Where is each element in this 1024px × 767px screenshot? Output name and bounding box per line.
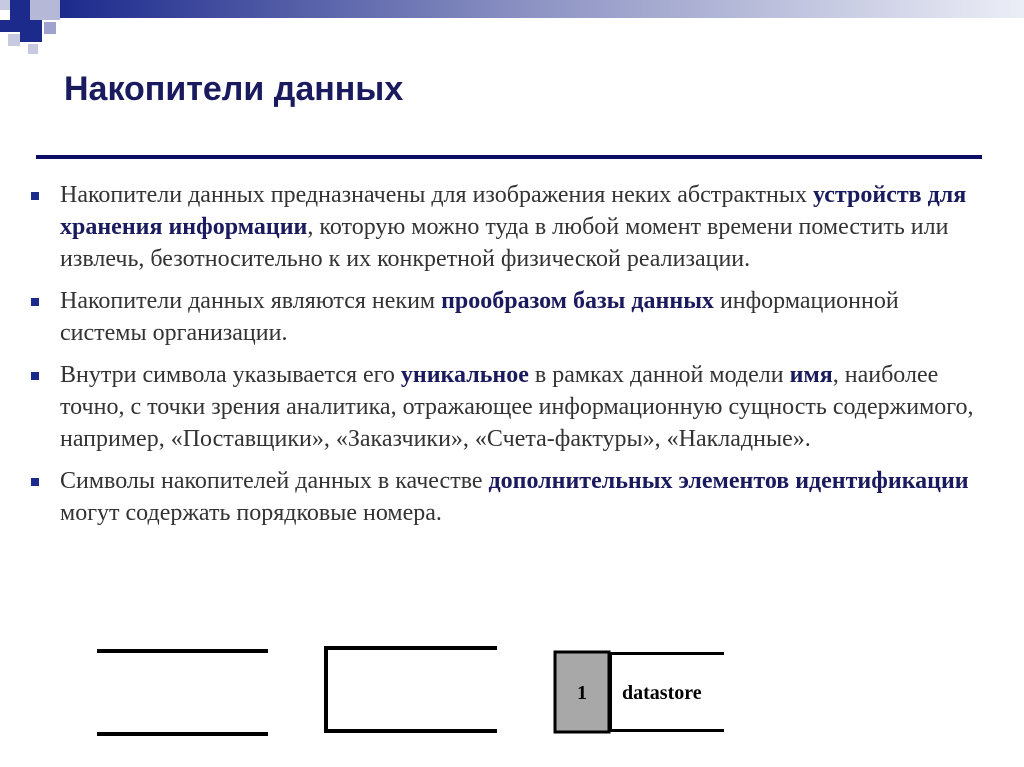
bullet-item (0, 465, 1024, 529)
bullet-text: Накопители данных предназначены для изображения неких абстрактных (60, 182, 814, 208)
bullet-emphasis: уникальное (400, 362, 529, 388)
header-band (60, 0, 1024, 18)
bullet-text: могут содержать порядковые номера. (60, 500, 442, 526)
slide-title: Накопители данных (64, 70, 404, 108)
bullet-text: , которую можно туда в любой момент времени поместить или извлечь, безотносительно к их конкретной физической реализации. (60, 214, 949, 272)
decor-square (10, 0, 30, 20)
decor-square (0, 0, 10, 10)
bullet-item (0, 179, 1024, 275)
datastore-symbols (0, 635, 1024, 767)
datastore-number: 1 (577, 682, 587, 704)
bullet-square-icon (31, 478, 39, 486)
title-underline (36, 155, 982, 159)
bullet-emphasis: прообразом базы данных (441, 288, 714, 314)
bullet-emphasis: дополнительных элементов идентификации (488, 468, 969, 494)
bullet-text: , наиболее точно, с точки зрения аналитика, отражающее информационную сущность содержимого, например, «Поставщики», «Заказчики», «Счета-фактуры», «Накладные». (60, 362, 974, 452)
bullet-text: информационной системы организации. (60, 288, 899, 346)
decor-square (30, 0, 60, 20)
bullet-text: в рамках данной модели (528, 362, 790, 388)
datastore-label: datastore (622, 682, 702, 704)
decor-square (28, 44, 38, 54)
bullet-item (0, 285, 1024, 349)
bullet-square-icon (31, 192, 39, 200)
decor-square (44, 22, 56, 34)
datastore-symbol-parallel-lines (97, 649, 268, 736)
bullet-square-icon (31, 298, 39, 306)
bullet-emphasis: имя (789, 362, 833, 388)
datastore-symbol-numbered (555, 652, 724, 732)
decor-square (0, 20, 20, 32)
decor-square (20, 20, 42, 42)
bullet-text: Накопители данных являются неким (60, 288, 442, 314)
bullet-list (0, 179, 1024, 539)
bullet-text: Символы накопителей данных в качестве (60, 468, 489, 494)
header-decoration (0, 0, 1024, 62)
bullet-text: Внутри символа указывается его (60, 362, 401, 388)
bullet-item (0, 359, 1024, 455)
datastore-symbol-open-box (326, 648, 497, 731)
decor-square (8, 34, 20, 46)
bullet-emphasis: устройств для хранения информации (60, 182, 967, 240)
bullet-square-icon (31, 372, 39, 380)
